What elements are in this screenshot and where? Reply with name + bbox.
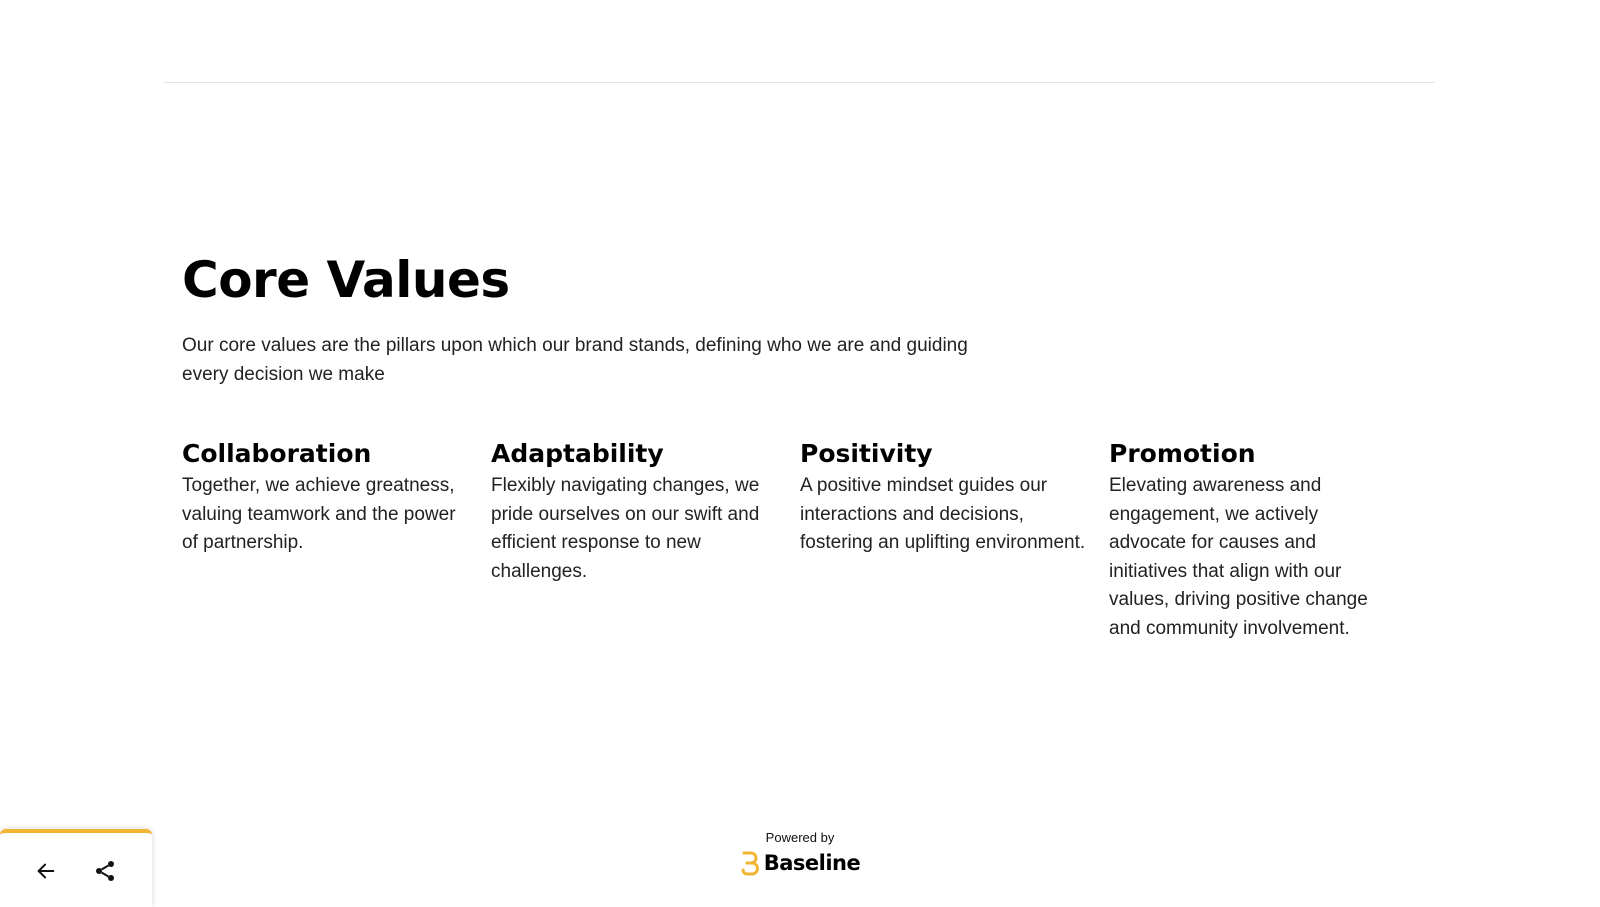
page-nav-toolbar — [0, 829, 152, 907]
value-description: A positive mindset guides our interactions and decisions, fostering an uplifting environment. — [800, 475, 1086, 553]
share-icon — [93, 859, 117, 883]
value-card-positivity — [800, 438, 1109, 643]
value-description: Elevating awareness and engagement, we actively advocate for causes and initiatives that align with our values, driving positive change and community involvement. — [1109, 475, 1368, 639]
value-title: Adaptability — [491, 439, 664, 468]
value-card-adaptability — [491, 438, 800, 643]
share-button[interactable] — [87, 853, 123, 889]
value-card-promotion — [1109, 438, 1418, 643]
value-title: Promotion — [1109, 439, 1256, 468]
value-description: Together, we achieve greatness, valuing teamwork and the power of partnership. — [182, 475, 456, 553]
page-title: Core Values — [182, 251, 510, 309]
brand-name: Baseline — [763, 851, 861, 875]
value-card-collaboration — [182, 438, 491, 643]
value-description: Flexibly navigating changes, we pride ourselves on our swift and efficient response to new challenges. — [491, 475, 760, 582]
brand-logo — [700, 850, 900, 876]
value-title: Collaboration — [182, 439, 372, 468]
baseline-logo-icon — [740, 850, 760, 876]
core-values-list — [182, 438, 1418, 643]
powered-by-label: Powered by — [765, 830, 835, 845]
value-title: Positivity — [800, 439, 933, 468]
page-intro: Our core values are the pillars upon which our brand stands, defining who we are and guiding every decision we make — [182, 335, 968, 385]
header-divider — [164, 82, 1435, 83]
arrow-left-icon — [35, 860, 57, 882]
powered-by-footer[interactable] — [700, 830, 900, 876]
back-button[interactable] — [28, 853, 64, 889]
